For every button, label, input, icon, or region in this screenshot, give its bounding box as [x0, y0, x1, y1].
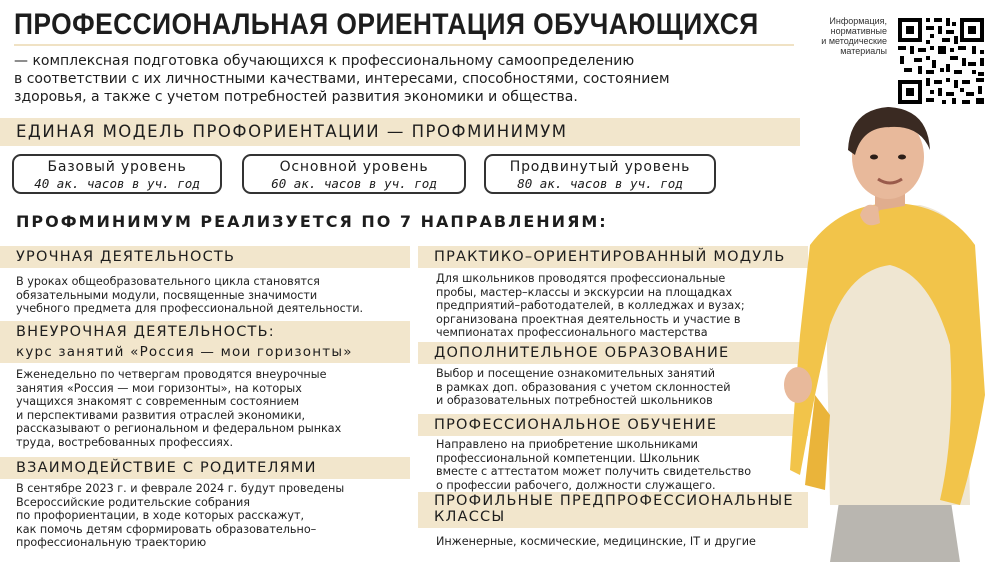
body-line: организована проектная деятельность и участие в: [436, 312, 741, 326]
body-line: Направлено на приобретение школьниками: [436, 438, 698, 451]
qr-caption-line: и методические: [821, 36, 887, 46]
qr-code-icon[interactable]: [896, 16, 986, 106]
section-body-parents: [16, 482, 416, 550]
body-line: в рамках доп. образования с учетом склонностей: [436, 380, 731, 394]
body-line: труда, востребованных профессиях.: [16, 435, 234, 449]
body-line: занятия «Россия — мои горизонты», на которых: [16, 381, 302, 395]
section-title-parents: ВЗАИМОДЕЙСТВИЕ С РОДИТЕЛЯМИ: [16, 460, 317, 476]
directions-title: ПРОФМИНИМУМ РЕАЛИЗУЕТСЯ ПО 7 НАПРАВЛЕНИЯМ:: [16, 212, 608, 231]
body-line: по профориентации, в ходе которых расскажут,: [16, 509, 305, 522]
section-title-profile-classes: [434, 493, 794, 525]
body-line: Инженерные, космические, медицинские, IT и другие: [436, 535, 756, 548]
student-photo: [770, 95, 1000, 562]
level-hours: 60 ак. часов в уч. год: [271, 176, 437, 191]
body-line: чемпионатах профессионального мастерства: [436, 326, 708, 339]
body-line: вместе с аттестатом может получить свидетельство: [436, 465, 752, 478]
body-line: и образовательных потребностей школьников: [436, 394, 713, 407]
section-body-practice: [436, 272, 786, 340]
level-name: Базовый уровень: [47, 159, 187, 175]
title-line: КЛАССЫ: [434, 509, 506, 525]
qr-caption: [777, 16, 887, 56]
section-title-lessons: УРОЧНАЯ ДЕЯТЕЛЬНОСТЬ: [16, 249, 236, 265]
section-title-extracurricular: ВНЕУРОЧНАЯ ДЕЯТЕЛЬНОСТЬ:: [16, 324, 275, 340]
intro-line: в соответствии с их личностными качествами, интересами, способностями, состоянием: [14, 71, 670, 87]
level-hours: 80 ак. часов в уч. год: [517, 176, 683, 191]
level-name: Основной уровень: [279, 159, 429, 175]
body-line: В сентябре 2023 г. и феврале 2024 г. будут проведены: [16, 482, 345, 495]
section-body-additional: [436, 367, 786, 408]
section-title-vocational: ПРОФЕССИОНАЛЬНОЕ ОБУЧЕНИЕ: [434, 417, 718, 433]
level-name: Продвинутый уровень: [509, 159, 691, 175]
section-body-profile-classes: [436, 535, 786, 549]
page-title: ПРОФЕССИОНАЛЬНАЯ ОРИЕНТАЦИЯ ОБУЧАЮЩИХСЯ: [14, 8, 759, 41]
intro-line: — комплексная подготовка обучающихся к профессиональному самоопределению: [14, 53, 635, 69]
body-line: предприятий–работодателей, в колледжах и вузах;: [436, 299, 745, 312]
section-subtitle-extracurricular: курс занятий «Россия — мои горизонты»: [16, 344, 353, 360]
level-main: [242, 154, 466, 194]
body-line: Всероссийские родительские собрания: [16, 495, 250, 509]
intro-line: здоровья, а также с учетом потребностей развития экономики и общества.: [14, 89, 578, 105]
body-line: обязательными модули, посвященные значимости: [16, 288, 318, 302]
body-line: Для школьников проводятся профессиональные: [436, 272, 726, 285]
section-body-extracurricular: [16, 368, 416, 449]
body-line: Еженедельно по четвергам проводятся внеурочные: [16, 368, 327, 381]
level-basic: [12, 154, 222, 194]
body-line: Выбор и посещение ознакомительных занятий: [436, 367, 716, 380]
body-line: В уроках общеобразовательного цикла становятся: [16, 275, 320, 288]
level-hours: 40 ак. часов в уч. год: [34, 176, 200, 191]
intro-text: [14, 52, 804, 106]
qr-caption-line: материалы: [840, 46, 887, 56]
level-advanced: [484, 154, 716, 194]
body-line: пробы, мастер–классы и экскурсии на площадках: [436, 285, 733, 299]
section-title-practice: ПРАКТИКО–ОРИЕНТИРОВАННЫЙ МОДУЛЬ: [434, 249, 786, 265]
body-line: профессиональную траекторию: [16, 536, 207, 549]
section-body-lessons: [16, 275, 416, 316]
body-line: профессиональной компетенции. Школьник: [436, 451, 700, 465]
qr-caption-line: нормативные: [830, 26, 887, 36]
title-underline: [14, 44, 794, 46]
qr-caption-line: Информация,: [829, 16, 887, 26]
body-line: о профессии рабочего, должности служащего.: [436, 478, 716, 492]
body-line: рассказывают о региональном и федеральном рынках: [16, 422, 342, 435]
section-title-additional: ДОПОЛНИТЕЛЬНОЕ ОБРАЗОВАНИЕ: [434, 345, 730, 361]
body-line: учебного предмета для профессиональной деятельности.: [16, 302, 364, 315]
body-line: и перспективами развития отраслей экономики,: [16, 408, 306, 422]
title-line: ПРОФИЛЬНЫЕ ПРЕДПРОФЕССИОНАЛЬНЫЕ: [434, 493, 794, 509]
section-body-vocational: [436, 438, 786, 492]
body-line: учащихся знакомят с современным состоянием: [16, 395, 300, 408]
body-line: как помочь детям сформировать образовательно–: [16, 522, 317, 536]
model-title: ЕДИНАЯ МОДЕЛЬ ПРОФОРИЕНТАЦИИ — ПРОФМИНИМУМ: [16, 122, 568, 141]
